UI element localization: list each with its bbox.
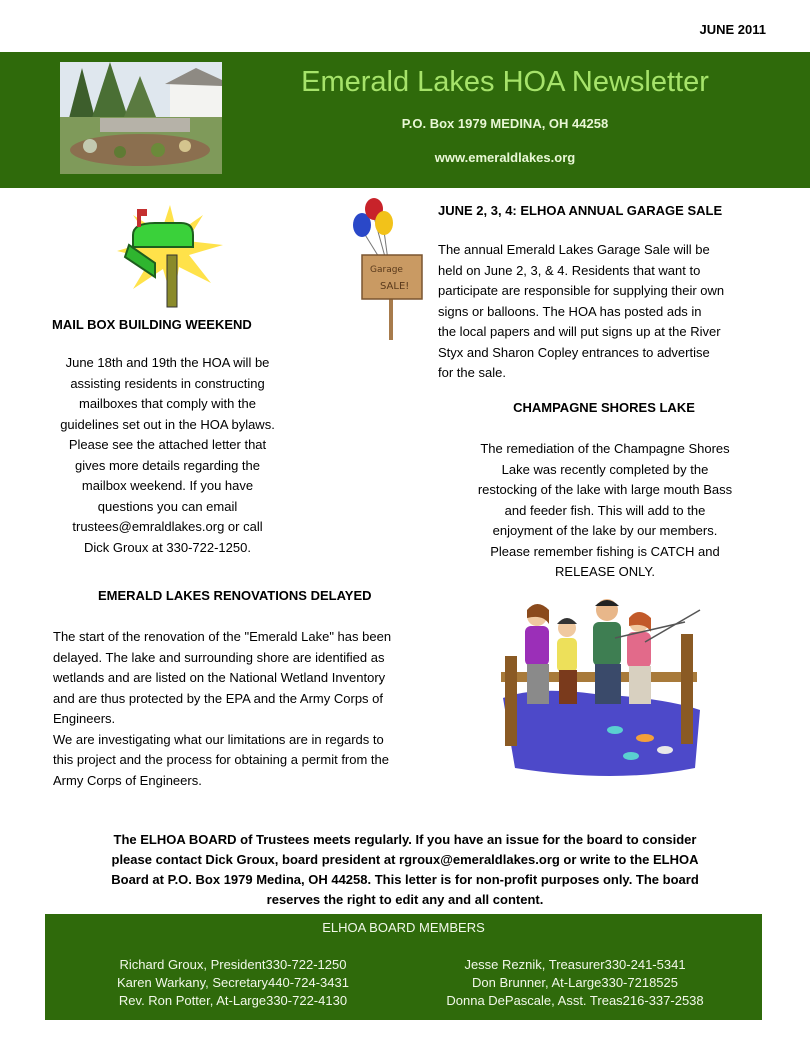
article-line: and are thus protected by the EPA and the Army Corps of [53,690,384,706]
article-line: Army Corps of Engineers. [53,772,202,788]
header-banner [0,52,810,188]
article-line: wetlands and are listed on the National Wetland Inventory [53,670,386,685]
entrance-photo [60,62,222,174]
article-line: Styx and Sharon Copley entrances to advertise [438,344,710,360]
board-member: Donna DePascale, Asst. Treas216-337-2538 [446,993,704,1008]
article-line: and feeder fish. This will add to the [504,502,706,518]
garage-sale-article [438,240,778,384]
newsletter-title: Emerald Lakes HOA Newsletter [301,66,709,98]
article-line: for the sale. [438,365,506,380]
article-line: held on June 2, 3, & 4. Residents that want to [438,262,701,278]
article-line: restocking of the lake with large mouth Bass [477,482,733,497]
article-line: gives more details regarding the [75,457,260,473]
article-line: Lake was recently completed by the [501,461,709,477]
article-line: The remediation of the Champagne Shores [480,441,730,456]
board-members-left-column [63,956,403,1010]
note-line: please contact Dick Groux, board president at rgroux@emeraldlakes.org or write to the ELHOA [111,852,699,867]
article-line: assisting residents in constructing [70,375,265,391]
mailbox-heading: MAIL BOX BUILDING WEEKEND [52,317,252,332]
article-line: We are investigating what our limitations are in regards to [53,731,384,747]
family-fishing-illustration [495,598,705,780]
article-line: Engineers. [53,711,116,726]
garage-sale-balloons-illustration [350,197,430,342]
article-line: Please see the attached letter that [68,437,267,452]
board-member: Richard Groux, President330-722-1250 [119,957,347,972]
article-line: RELEASE ONLY. [555,564,655,579]
article-line: Please remember fishing is CATCH and [490,543,720,559]
note-line: reserves the right to edit any and all content. [266,892,544,907]
article-line: enjoyment of the lake by our members. [492,523,718,538]
article-line: questions you can email [97,498,238,514]
issue-date: JUNE 2011 [699,22,766,37]
board-members-right-column [405,956,745,1010]
mailing-address: P.O. Box 1979 MEDINA, OH 44258 [401,116,609,131]
mailbox-article [40,353,295,558]
champagne-heading: CHAMPAGNE SHORES LAKE [513,400,695,415]
champagne-article [455,439,755,583]
article-line: trustees@emraldlakes.org or call [72,519,263,534]
board-member: Don Brunner, At-Large330-7218525 [472,975,678,990]
article-line: The annual Emerald Lakes Garage Sale will be [438,242,710,257]
board-members-panel [45,914,762,1020]
website-link[interactable]: www.emeraldlakes.org [434,150,576,165]
board-meeting-note [40,830,770,910]
board-member: Karen Warkany, Secretary440-724-3431 [117,975,349,990]
article-line: this project and the process for obtaining a permit from the [53,752,390,767]
sign-word-sale: SALE! [380,281,410,292]
article-line: mailbox weekend. If you have [81,478,254,493]
note-line: The ELHOA BOARD of Trustees meets regularly. If you have an issue for the board to consider [113,832,697,847]
sign-word-garage: Garage [370,265,403,275]
article-line: the local papers and will put signs up at the River [438,324,721,339]
article-line: Dick Groux at 330-722-1250. [84,539,251,555]
board-members-title: ELHOA BOARD MEMBERS [322,920,485,935]
renovations-heading: EMERALD LAKES RENOVATIONS DELAYED [98,588,372,603]
board-member: Rev. Ron Potter, At-Large330-722-4130 [118,993,348,1008]
article-line: June 18th and 19th the HOA will be [65,355,270,370]
article-line: The start of the renovation of the "Emerald Lake" has been [53,629,392,644]
board-member: Jesse Reznik, Treasurer330-241-5341 [464,957,686,972]
article-line: guidelines set out in the HOA bylaws. [60,416,275,432]
article-line: delayed. The lake and surrounding shore are identified as [53,649,385,665]
garage-sale-heading: JUNE 2, 3, 4: ELHOA ANNUAL GARAGE SALE [438,203,723,218]
article-line: participate are responsible for supplying their own [438,283,725,298]
article-line: mailboxes that comply with the [78,396,257,411]
renovations-article [53,627,453,791]
note-line: Board at P.O. Box 1979 Medina, OH 44258. This letter is for non-profit purposes only. The board [111,872,699,887]
article-line: signs or balloons. The HOA has posted ads in [438,303,702,319]
mailbox-illustration [115,205,225,310]
